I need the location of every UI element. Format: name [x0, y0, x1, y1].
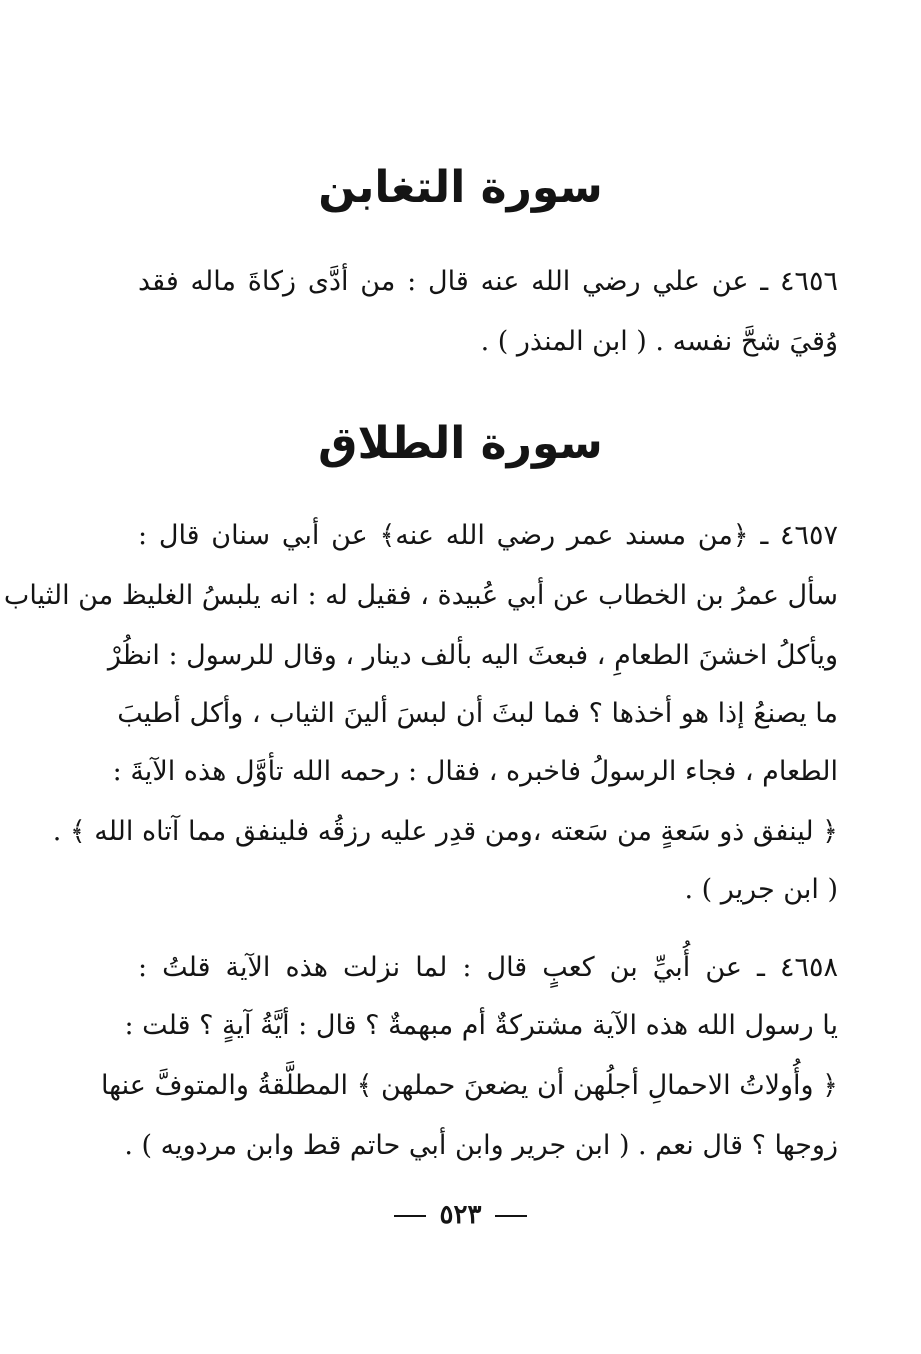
hadith-4657-line-1: ٤٦٥٧ ـ ﴿من مسند عمر رضي الله عنه﴾ عن أبي سنان قال : [138, 520, 838, 551]
hadith-4658-line-2: يا رسول الله هذه الآية مشتركةٌ أم مبهمةٌ ؟ قال : أيَّةُ آيةٍ ؟ قلت : [124, 1010, 838, 1041]
hadith-4658-line-4: زوجها ؟ قال نعم . ( ابن جرير وابن أبي حاتم قط وابن مردويه ) . [124, 1130, 838, 1161]
hadith-4657-line-4: ما يصنعُ إذا هو أخذها ؟ فما لبثَ أن لبسَ ألينَ الثياب ، وأكل أطيبَ [117, 698, 838, 729]
hadith-4656-line-1: ٤٦٥٦ ـ عن علي رضي الله عنه قال : من أدَّى زكاةَ ماله فقد [138, 266, 838, 297]
hadith-4657-line-3: ويأكلُ اخشنَ الطعامِ ، فبعثَ اليه بألف دينار ، وقال للرسول : انظُرْ [107, 640, 838, 671]
hadith-4656-line-2: وُقيَ شحَّ نفسه . ( ابن المنذر ) . [480, 326, 838, 357]
hadith-4657-line-7: ( ابن جرير ) . [684, 874, 838, 905]
page-number [0, 1200, 921, 1230]
surah-heading-taghabun: سورة التغابن [318, 162, 603, 213]
hadith-4657-line-6: ﴿ لينفق ذو سَعةٍ من سَعته ،ومن قدِر عليه رزقُه فلينفق مما آتاه الله ﴾ . [52, 816, 838, 847]
hadith-4658-line-3: ﴿ وأُولاتُ الاحمالِ أجلُهن أن يضعنَ حملهن ﴾ المطلَّقةُ والمتوفَّ عنها [100, 1070, 838, 1101]
right-dash [394, 1215, 426, 1217]
surah-heading-talaq: سورة الطلاق [318, 418, 603, 469]
page-number-value: ٥٢٣ [439, 1200, 482, 1230]
left-dash [495, 1215, 527, 1217]
hadith-4658-line-1: ٤٦٥٨ ـ عن أُبيِّ بن كعبٍ قال : لما نزلت هذه الآية قلتُ : [138, 952, 838, 983]
hadith-4657-line-5: الطعام ، فجاء الرسولُ فاخبره ، فقال : رحمه الله تأوَّل هذه الآيةَ : [112, 756, 838, 787]
hadith-4657-line-2: سأل عمرُ بن الخطاب عن أبي عُبيدة ، فقيل له : انه يلبسُ الغليظ من الثياب [3, 580, 838, 611]
